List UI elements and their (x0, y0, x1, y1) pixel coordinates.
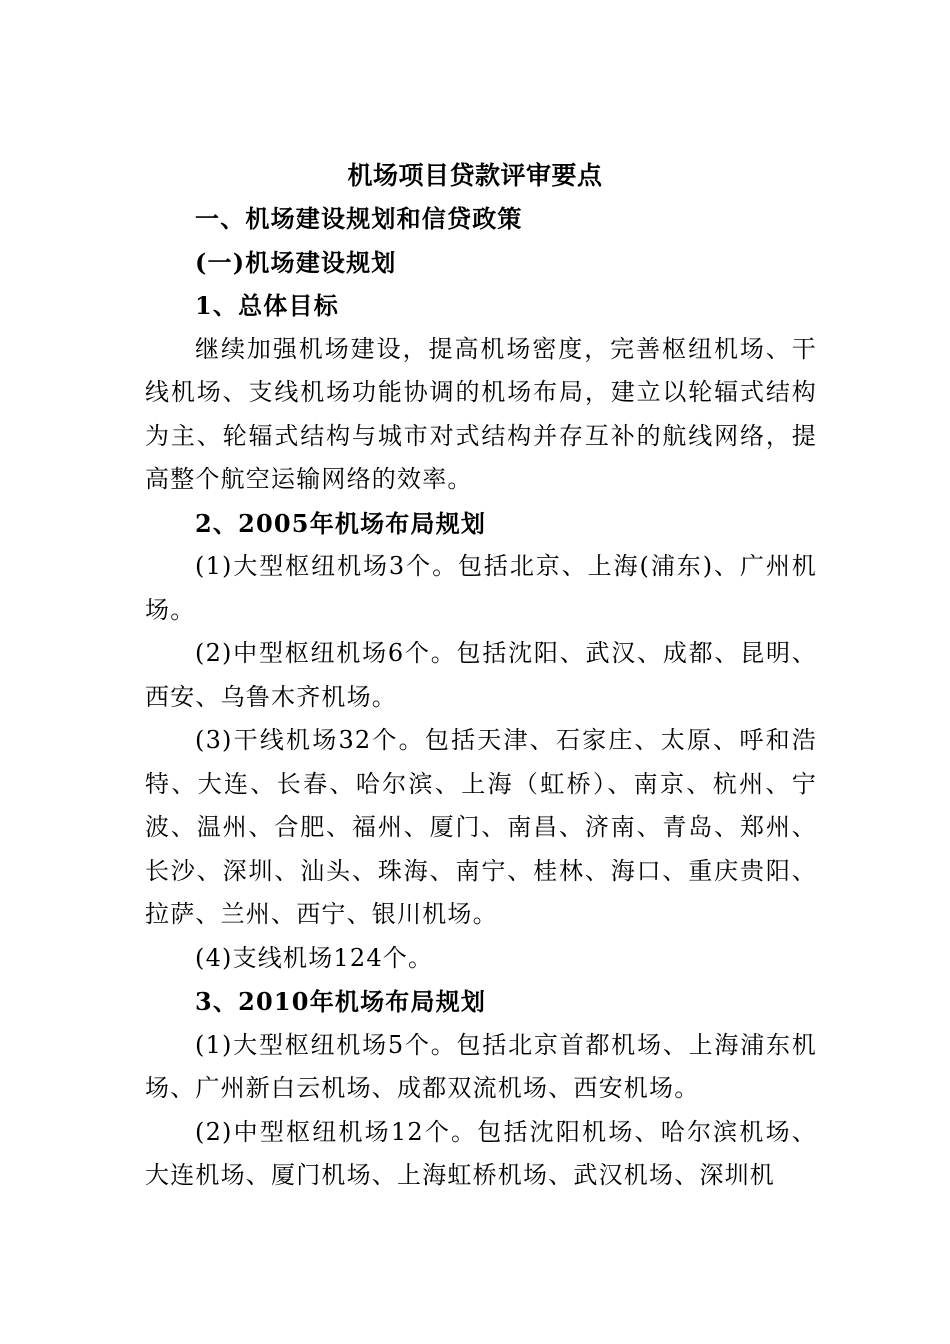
paragraph-2010-medium-hubs: (2)中型枢纽机场12个。包括沈阳机场、哈尔滨机场、大连机场、厦门机场、上海虹桥机场、武汉机场、深圳机 (145, 1117, 817, 1189)
paragraph-2005-trunk-airports: (3)干线机场32个。包括天津、石家庄、太原、呼和浩特、大连、长春、哈尔滨、上海（虹桥）、南京、杭州、宁波、温州、合肥、福州、厦门、南昌、济南、青岛、郑州、长沙、深圳、汕头、珠海、南宁、桂林、海口、重庆贵阳、拉萨、兰州、西宁、银川机场。 (145, 726, 817, 928)
paragraph-2005-large-hubs: (1)大型枢纽机场3个。包括北京、上海(浦东)、广州机场。 (145, 552, 817, 624)
paragraph-2005-medium-hubs: (2)中型枢纽机场6个。包括沈阳、武汉、成都、昆明、西安、乌鲁木齐机场。 (145, 639, 817, 711)
subsection-heading: (一)机场建设规划 (195, 247, 397, 277)
paragraph-2005-feeder-airports: (4)支线机场124个。 (195, 943, 434, 972)
item-heading-overall-goal: 1、总体目标 (195, 291, 339, 320)
item-heading-2005-plan: 2、2005年机场布局规划 (195, 508, 487, 538)
document-title: 机场项目贷款评审要点 (347, 161, 603, 190)
document-body (145, 197, 817, 1198)
item-heading-2010-plan: 3、2010年机场布局规划 (195, 987, 487, 1016)
section-heading: 一、机场建设规划和信贷政策 (195, 204, 523, 233)
paragraph-overall-goal: 继续加强机场建设，提高机场密度，完善枢纽机场、干线机场、支线机场功能协调的机场布局，建立以轮辐式结构为主、轮辐式结构与城市对式结构并存互补的航线网络，提高整个航空运输网络的效率。 (145, 334, 817, 493)
paragraph-2010-large-hubs: (1)大型枢纽机场5个。包括北京首都机场、上海浦东机场、广州新白云机场、成都双流机场、西安机场。 (145, 1030, 817, 1102)
